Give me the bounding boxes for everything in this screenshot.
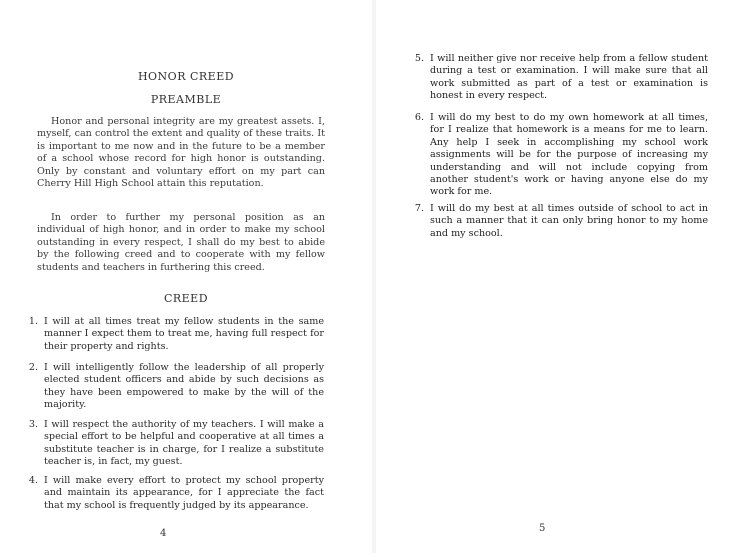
left-page — [0, 0, 372, 553]
item-number: 5. — [414, 53, 424, 64]
item-number: 3. — [28, 419, 38, 430]
item-text: I will neither give nor receive help from a fellow student during a test or examination. I will make sure that all work submitted as part of a test or examination is honest in every respect. — [430, 53, 708, 102]
item-text: I will make every effort to protect my school property and maintain its appearance, for I appreciate the fact that my school is frequently judged by its appearance. — [44, 475, 324, 511]
item-number: 1. — [28, 316, 38, 327]
item-text: I will do my best to do my own homework at all times, for I realize that homework is a means for me to learn. Any help I seek in accomplishing my school work assignments will be for the purpose of increasing my understanding and will not include copying from another student's work or having anyone else do my work for me. — [430, 112, 708, 198]
item-number: 4. — [28, 475, 38, 486]
preamble-heading: PREAMBLE — [150, 93, 222, 106]
creed-title: HONOR CREED — [137, 70, 235, 83]
item-text: I will intelligently follow the leadership of all properly elected student officers and abide by such decisions as they have been empowered to make by the will of the majority. — [44, 362, 324, 411]
item-number: 7. — [414, 203, 424, 214]
right-page — [376, 0, 748, 553]
preamble-paragraph-1: Honor and personal integrity are my greatest assets. I, myself, can control the extent and quality of these traits. It is important to me now and in the future to be a member of a school whose record for high honor is outstanding. Only by constant and voluntary effort on my part can Cherry Hill High School attain this reputation. — [37, 116, 325, 190]
creed-heading: CREED — [163, 292, 209, 305]
page-number-left: 4 — [160, 528, 167, 539]
preamble-paragraph-2: In order to further my personal position as an individual of high honor, and in order to make my school outstanding in every respect, I shall do my best to abide by the following creed and to cooperate with my fellow students and teachers in furthering this creed. — [37, 212, 325, 273]
item-text: I will do my best at all times outside of school to act in such a manner that it can only bring honor to my home and my school. — [430, 203, 708, 239]
item-text: I will respect the authority of my teachers. I will make a special effort to be helpful and cooperative at all times a substitute teacher is in charge, for I realize a substitute teacher is, in fact, my guest. — [44, 419, 324, 468]
item-text: I will at all times treat my fellow students in the same manner I expect them to treat me, having full respect for their property and rights. — [44, 316, 324, 352]
item-number: 6. — [414, 112, 424, 123]
item-number: 2. — [28, 362, 38, 373]
page-number-right: 5 — [539, 523, 546, 534]
